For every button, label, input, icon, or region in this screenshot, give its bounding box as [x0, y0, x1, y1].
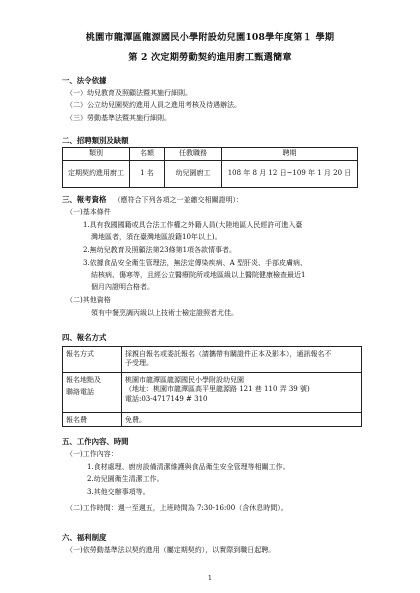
- table-header-category: 類別: [63, 148, 130, 161]
- reg-location-label-2: 聯絡電話: [66, 388, 94, 397]
- section-3-item-3b: 結核病、傷寒等，且經公立醫療院所或地區級以上醫院健康檢查最近1: [91, 271, 306, 279]
- table-cell-category: 定期契約進用廚工: [63, 161, 130, 188]
- section-3-item-1b: 灣地區者，須在臺灣地區設籍10年以上)。: [91, 233, 222, 241]
- recruit-table: [62, 147, 358, 188]
- reg-method-line-2: 予受理。: [125, 359, 153, 368]
- reg-label-fee: 報名費: [63, 413, 122, 427]
- reg-method-line-1: 採親自報名或委託報名（請攜帶有關證件正本及影本），通訊報名不: [125, 350, 332, 358]
- section-3-sub-1: （一)基本條件: [66, 208, 111, 216]
- section-5-sub-1: （一)工作內容：: [66, 450, 118, 458]
- section-6-sub-1: （一)依勞動基準法以契約進用（屬定期契約），以實際到職日起聘。: [66, 546, 276, 554]
- section-5-item-2: 2.幼兒園衛生清潔工作。: [87, 475, 164, 483]
- section-5-heading: 五、工作內容、時間: [62, 437, 129, 446]
- table-header-term: 聘期: [222, 148, 358, 161]
- section-3-note: （應符合下列各項之一並繳交相關證明）：: [113, 196, 244, 204]
- reg-location-label-1: 報名地點及: [66, 376, 101, 384]
- section-5-sub-2: （二)工作時間：週一至週五，上班時間為 7:30-16:00（含休息時間）。: [66, 504, 288, 512]
- section-3-sub-2: （二)其他資格: [66, 296, 111, 304]
- section-1-item-3: （三）勞動基準法暨其施行細則。: [66, 114, 171, 122]
- reg-location-line-1: 桃園市龍潭區龍源國民小學附設幼兒園: [125, 376, 244, 384]
- table-cell-quota: 1 名: [130, 161, 165, 188]
- section-1-item-2: （二）公立幼兒園契約進用人員之進用考核及待遇辦法。: [66, 101, 241, 109]
- table-header-quota: 名額: [130, 148, 165, 161]
- reg-label-location: [63, 373, 122, 413]
- section-2-heading: 二、招聘類別及缺額: [62, 136, 129, 145]
- reg-value-method: [122, 347, 362, 373]
- section-3-item-2: 2.無幼兒教育及照顧法第23條第1項各款情事者。: [83, 246, 237, 254]
- section-1-item-1: （一）幼兒教育及照顧法暨其施行細則。: [66, 89, 192, 97]
- section-3-item-1a: 1.具有我國國籍或具合法工作權之外籍人員(大陸地區人民經許可進入臺: [83, 221, 303, 229]
- reg-value-fee: 免費。: [122, 413, 362, 427]
- section-3-other: 領有中餐烹調丙級以上技術士檢定證照者尤佳。: [91, 309, 238, 317]
- reg-location-line-3: 電話:03-4717149 # 310: [125, 394, 208, 403]
- table-header-duty: 任教職務: [165, 148, 222, 161]
- reg-location-line-2: （地址：桃園市龍潭區高平里龍源路 121 巷 110 弄 39 號): [125, 385, 310, 394]
- reg-label-method: 報名方式: [63, 347, 122, 373]
- section-3-item-3a: 3.依據食品安全衛生管理法，無法定傳染疾病、A 型肝炎、手部皮膚病、: [83, 259, 307, 267]
- section-3-heading-line: [62, 195, 243, 205]
- registration-table: [62, 346, 362, 427]
- section-3-heading: 三、報考資格: [62, 195, 107, 204]
- page-number: 1: [207, 574, 213, 582]
- document-title: 桃園市龍潭區龍源國民小學附設幼兒園108學年度第１ 學期: [85, 32, 335, 43]
- section-3-item-3c: 個月內證明合格者。: [91, 283, 154, 291]
- section-5-item-3: 3.其他交辦事項等。: [87, 488, 150, 496]
- reg-value-location: [122, 373, 362, 413]
- section-5-item-1: 1.食材處理、廚房設備清潔維護與食品衛生安全管理等相關工作。: [87, 463, 290, 471]
- section-6-heading: 六、福利制度: [62, 533, 107, 542]
- table-cell-term: 108 年 8 月 12 日~109 年 1 月 20 日: [222, 161, 358, 188]
- document-subtitle: 第 2 次定期勞動契約進用廚工甄選簡章: [128, 52, 292, 63]
- section-1-heading: 一、法令依據: [62, 76, 107, 85]
- section-4-heading: 四、報名方式: [62, 333, 107, 342]
- table-cell-duty: 幼兒園廚工: [165, 161, 222, 188]
